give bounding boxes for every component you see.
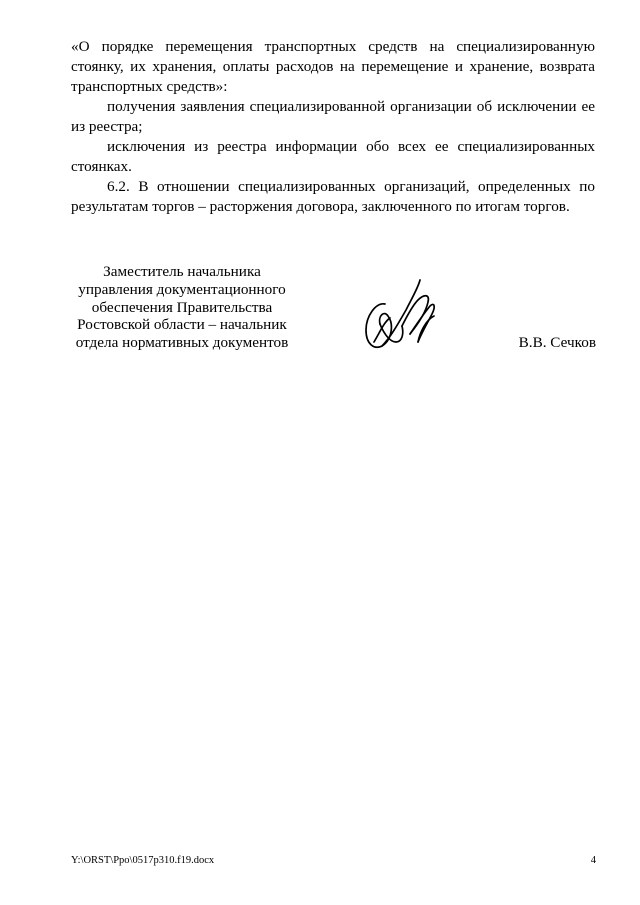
position-line: Ростовской области – начальник	[77, 316, 287, 334]
document-body	[71, 37, 595, 217]
position-line: обеспечения Правительства	[91, 298, 273, 316]
paragraph-act-title: «О порядке перемещения транспортных средств на специализированную стоянку, их хранения, оплаты расходов на перемещение и хранение, возврата транспортных средств»:	[71, 38, 595, 95]
paragraph-clause-6-2: 6.2. В отношении специализированных организаций, определенных по результатам торгов – расторжения договора, заключенного по итогам торгов.	[71, 178, 595, 215]
paragraph-application-receipt: получения заявления специализированной организации об исключении ее из реестра;	[71, 98, 595, 135]
position-line: Заместитель начальника	[103, 263, 261, 280]
page-number: 4	[590, 855, 596, 866]
handwritten-signature-icon	[360, 272, 440, 356]
signatory-position	[64, 263, 300, 352]
footer-file-path: Y:\ORST\Ppo\0517p310.f19.docx	[71, 855, 215, 866]
signer-name: В.В. Сечков	[518, 334, 596, 351]
position-line: управления документационного	[78, 280, 286, 298]
paragraph-registry-exclusion: исключения из реестра информации обо всех ее специализированных стоянках.	[71, 138, 595, 175]
position-line: отдела нормативных документов	[75, 334, 289, 352]
